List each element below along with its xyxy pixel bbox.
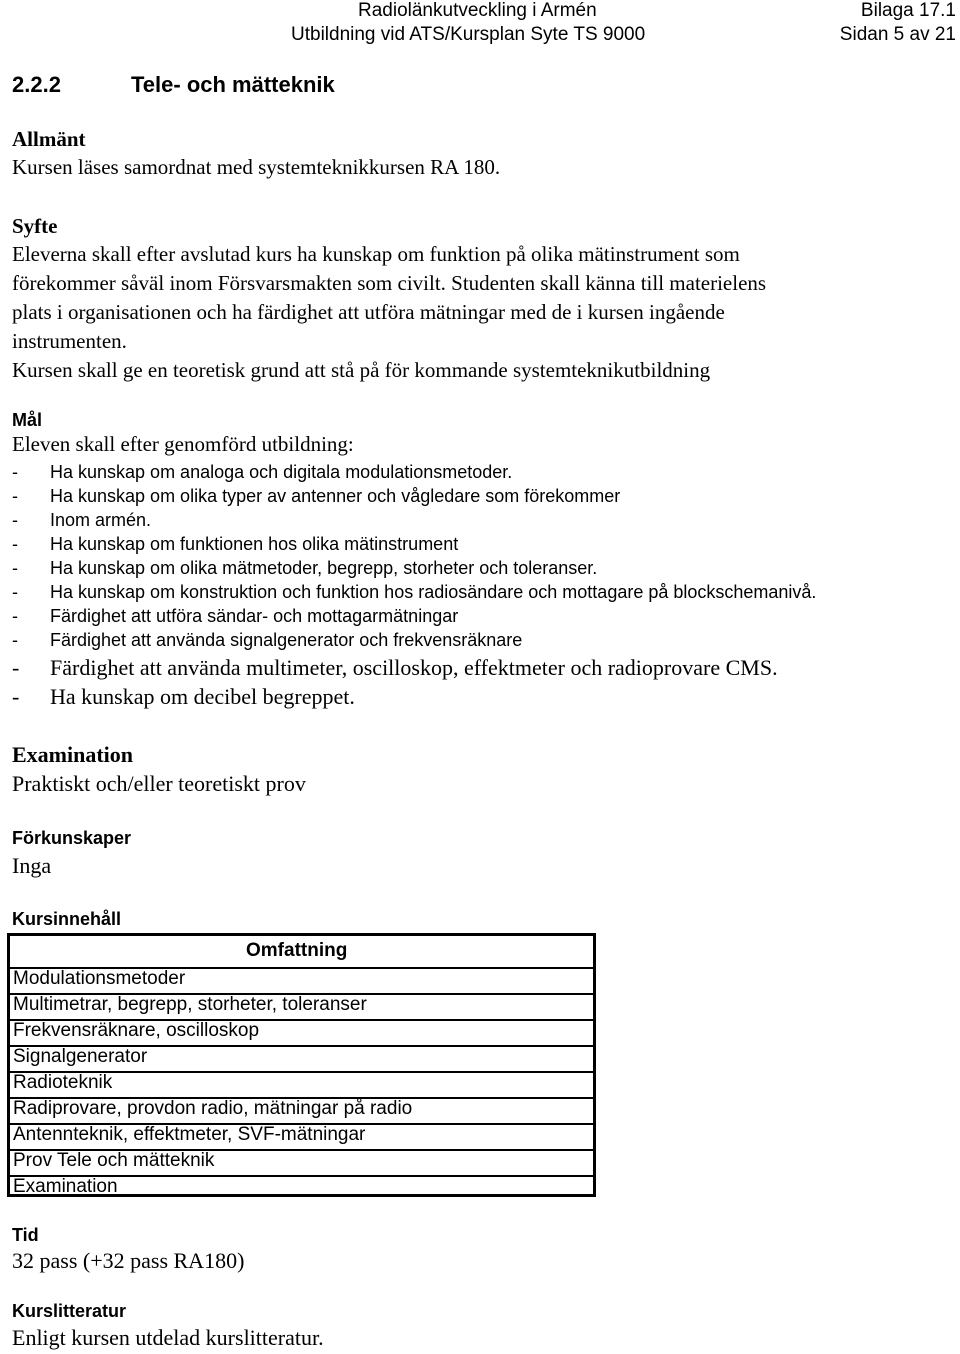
table-cell: Prov Tele och mätteknik (13, 1150, 215, 1171)
list-dash: - (12, 630, 18, 650)
table-row (10, 993, 593, 1021)
list-item-text: Färdighet att använda multimeter, oscilloskop, effektmeter och radioprovare CMS. (50, 655, 778, 680)
list-item-text: Ha kunskap om funktionen hos olika mätinstrument (50, 534, 459, 554)
list-item-text: Ha kunskap om konstruktion och funktion hos radiosändare och mottagare på blockschemanivå. (50, 582, 817, 602)
list-item (12, 462, 952, 486)
table-row (10, 1123, 593, 1151)
list-dash: - (12, 486, 18, 506)
table-row (10, 1097, 593, 1125)
list-dash: - (12, 655, 20, 680)
list-item (12, 486, 952, 510)
table-column-header: Omfattning (246, 940, 348, 961)
list-item (12, 582, 952, 606)
list-item (12, 655, 952, 683)
header-title-line2: Utbildning vid ATS/Kursplan Syte TS 9000 (291, 24, 646, 45)
list-dash: - (12, 534, 18, 554)
mal-intro: Eleven skall efter genomförd utbildning: (12, 432, 354, 456)
list-item-text: Ha kunskap om analoga och digitala modulationsmetoder. (50, 462, 513, 482)
list-dash: - (12, 462, 18, 482)
table-row (10, 967, 593, 995)
allmant-heading: Allmänt (12, 127, 86, 151)
table-row (10, 1175, 593, 1201)
allmant-text: Kursen läses samordnat med systemteknikkursen RA 180. (12, 155, 501, 179)
syfte-line: förekommer såväl inom Försvarsmakten som civilt. Studenten skall känna till materielens (12, 271, 767, 295)
tid-heading: Tid (12, 1225, 39, 1245)
list-dash: - (12, 684, 20, 709)
list-item-text: Ha kunskap om decibel begreppet. (50, 684, 355, 709)
table-row (10, 1045, 593, 1073)
header-page-number: Sidan 5 av 21 (839, 24, 956, 45)
table-row (10, 1149, 593, 1177)
list-item (12, 606, 952, 630)
table-cell: Examination (13, 1176, 118, 1197)
table-row (10, 1071, 593, 1099)
forkunskaper-text: Inga (12, 853, 52, 878)
table-cell: Radiprovare, provdon radio, mätningar på radio (13, 1098, 413, 1119)
list-dash: - (12, 606, 18, 626)
header-appendix: Bilaga 17.1 (860, 0, 956, 21)
section-number: 2.2.2 (12, 72, 61, 97)
syfte-paragraph (12, 240, 766, 385)
forkunskaper-heading: Förkunskaper (12, 828, 132, 848)
list-dash: - (12, 582, 18, 602)
section-title: Tele- och mätteknik (131, 72, 335, 97)
kurslitteratur-text: Enligt kursen utdelad kurslitteratur. (12, 1325, 324, 1350)
course-content-table (7, 933, 596, 1197)
list-item (12, 630, 952, 654)
tid-text: 32 pass (+32 pass RA180) (12, 1248, 245, 1273)
list-item-text: Ha kunskap om olika mätmetoder, begrepp, storheter och toleranser. (50, 558, 598, 578)
list-dash: - (12, 510, 18, 530)
list-item (12, 558, 952, 582)
table-cell: Multimetrar, begrepp, storheter, toleranser (13, 994, 367, 1015)
syfte-line: Eleverna skall efter avslutad kurs ha kunskap om funktion på olika mätinstrument som (12, 242, 740, 266)
kursinnehall-heading: Kursinnehåll (12, 909, 122, 929)
table-cell: Modulationsmetoder (13, 968, 186, 989)
syfte-line: instrumenten. (12, 329, 127, 353)
examination-text: Praktiskt och/eller teoretiskt prov (12, 771, 306, 796)
list-item-text: Ha kunskap om olika typer av antenner och vågledare som förekommer (50, 486, 621, 506)
mal-heading: Mål (12, 410, 43, 430)
kurslitteratur-heading: Kurslitteratur (12, 1301, 127, 1321)
list-item-text: Inom armén. (50, 510, 152, 530)
list-dash: - (12, 558, 18, 578)
list-item-text: Färdighet att utföra sändar- och mottagarmätningar (50, 606, 459, 626)
table-cell: Radioteknik (13, 1072, 113, 1093)
table-cell: Frekvensräknare, oscilloskop (13, 1020, 260, 1041)
table-cell: Signalgenerator (13, 1046, 148, 1067)
list-item (12, 684, 952, 712)
table-row (10, 1019, 593, 1047)
examination-heading: Examination (12, 742, 134, 767)
table-header-row (10, 936, 593, 969)
list-item (12, 534, 952, 558)
syfte-line: plats i organisationen och ha färdighet att utföra mätningar med de i kursen ingående (12, 300, 725, 324)
syfte-line: Kursen skall ge en teoretisk grund att stå på för kommande systemteknikutbildning (12, 358, 711, 382)
header-title-line1: Radiolänkutveckling i Armén (358, 0, 597, 21)
list-item (12, 510, 952, 534)
list-item-text: Färdighet att använda signalgenerator och frekvensräknare (50, 630, 523, 650)
table-cell: Antennteknik, effektmeter, SVF-mätningar (13, 1124, 366, 1145)
syfte-heading: Syfte (12, 214, 58, 238)
